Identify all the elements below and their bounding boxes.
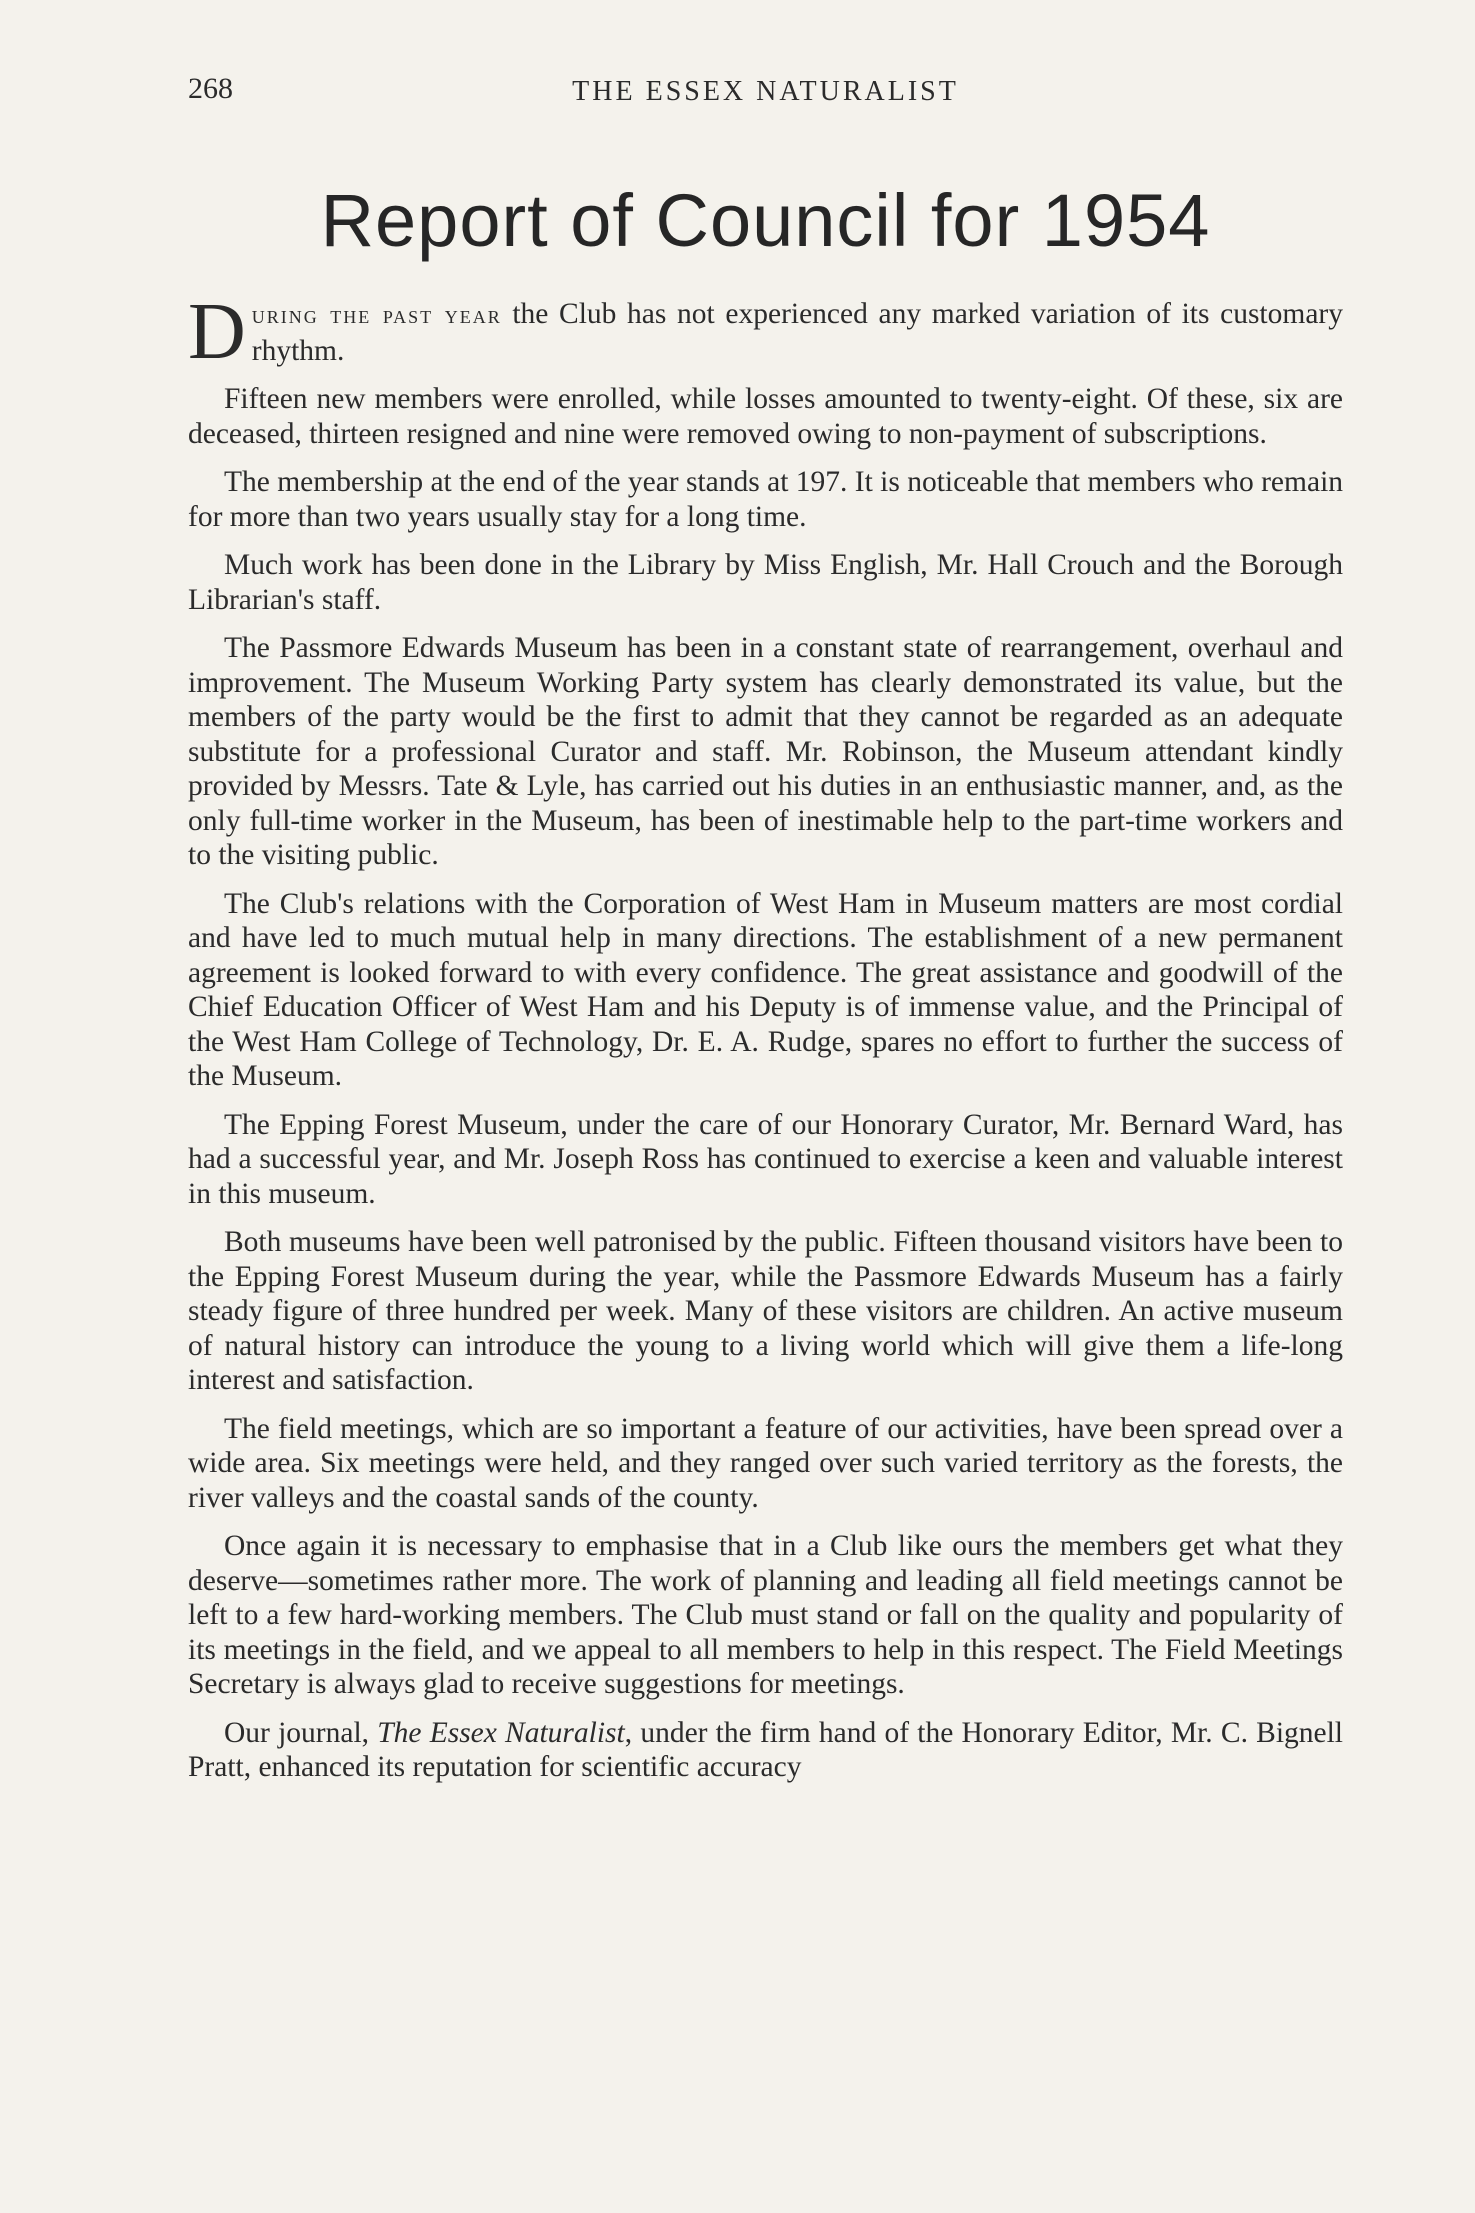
drop-cap: D — [188, 288, 246, 376]
paragraph-11-start: Our journal, — [224, 1716, 378, 1749]
paragraph-11-text: , under the firm hand of the Honorary Editor, Mr. C. Bignell Pratt, enhanced its reputation for scientific accuracy — [188, 1716, 1344, 1783]
paragraph-5: The Passmore Edwards Museum has been in a constant state of rearrangement, overhaul and improvement. The Museum Working Party system has clearly demonstrated its value, but the members of the party would be the first to admit that they cannot be regarded as an adequate substitute for a professional Curator and staff. Mr. Robinson, the Museum attendant kindly provided by Messrs. Tate & Lyle, has carried out his duties in an enthusiastic manner, and, as the only full-time worker in the Museum, has been of inestimable help to the part-time workers and to the visiting public. — [188, 632, 1343, 871]
paragraph-4: Much work has been done in the Library by Miss English, Mr. Hall Crouch and the Borough Librarian's staff. — [188, 549, 1343, 616]
journal-title: THE ESSEX NATURALIST — [572, 76, 959, 107]
paragraph-1 — [188, 288, 1343, 376]
running-header — [188, 60, 1343, 120]
paragraph-3: The membership at the end of the year stands at 197. It is noticeable that members who remain for more than two years usually stay for a long time. — [188, 466, 1344, 533]
paragraph-10: Once again it is necessary to emphasise that in a Club like ours the members get what they deserve—sometimes rather more. The work of planning and leading all field meetings cannot be left to a few hard-working members. The Club must stand or fall on the quality and popularity of its meetings in the field, and we appeal to all members to help in this respect. The Field Meetings Secretary is always glad to receive suggestions for meetings. — [188, 1530, 1343, 1700]
paragraph-8: Both museums have been well patronised by the public. Fifteen thousand visitors have been to the Epping Forest Museum during the year, while the Passmore Edwards Museum has a fairly steady figure of three hundred per week. Many of these visitors are children. An active museum of natural history can introduce the young to a living world which will give them a life-long interest and satisfaction. — [188, 1226, 1343, 1396]
paragraph-11 — [188, 1716, 1343, 1785]
report-title: Report of Council for 1954 — [320, 179, 1211, 262]
paragraph-2: Fifteen new members were enrolled, while losses amounted to twenty-eight. Of these, six are deceased, thirteen resigned and nine were removed owing to non-payment of subscriptions. — [188, 383, 1343, 450]
paragraph-1-text: the Club has not experienced any marked variation of its customary rhythm. — [251, 298, 1343, 367]
page-number: 268 — [188, 72, 233, 105]
paragraph-7: The Epping Forest Museum, under the care of our Honorary Curator, Mr. Bernard Ward, has had a successful year, and Mr. Joseph Ross has continued to exercise a keen and valuable interest in this museum. — [188, 1108, 1343, 1210]
paragraph-6: The Club's relations with the Corporation of West Ham in Museum matters are most cordial and have led to much mutual help in many directions. The establishment of a new permanent agreement is looked forward to with every confidence. The great assistance and goodwill of the Chief Education Officer of West Ham and his Deputy is of immense value, and the Principal of the West Ham College of Technology, Dr. E. A. Rudge, spares no effort to further the success of the Museum. — [188, 887, 1343, 1092]
paragraph-9: The field meetings, which are so important a feature of our activities, have been spread over a wide area. Six meetings were held, and they ranged over such varied territory as the forests, the river valleys and the coastal sands of the county. — [188, 1412, 1343, 1514]
lead-in-small-caps: uring the past year — [251, 302, 502, 329]
journal-name-italic: The Essex Naturalist — [377, 1716, 625, 1749]
